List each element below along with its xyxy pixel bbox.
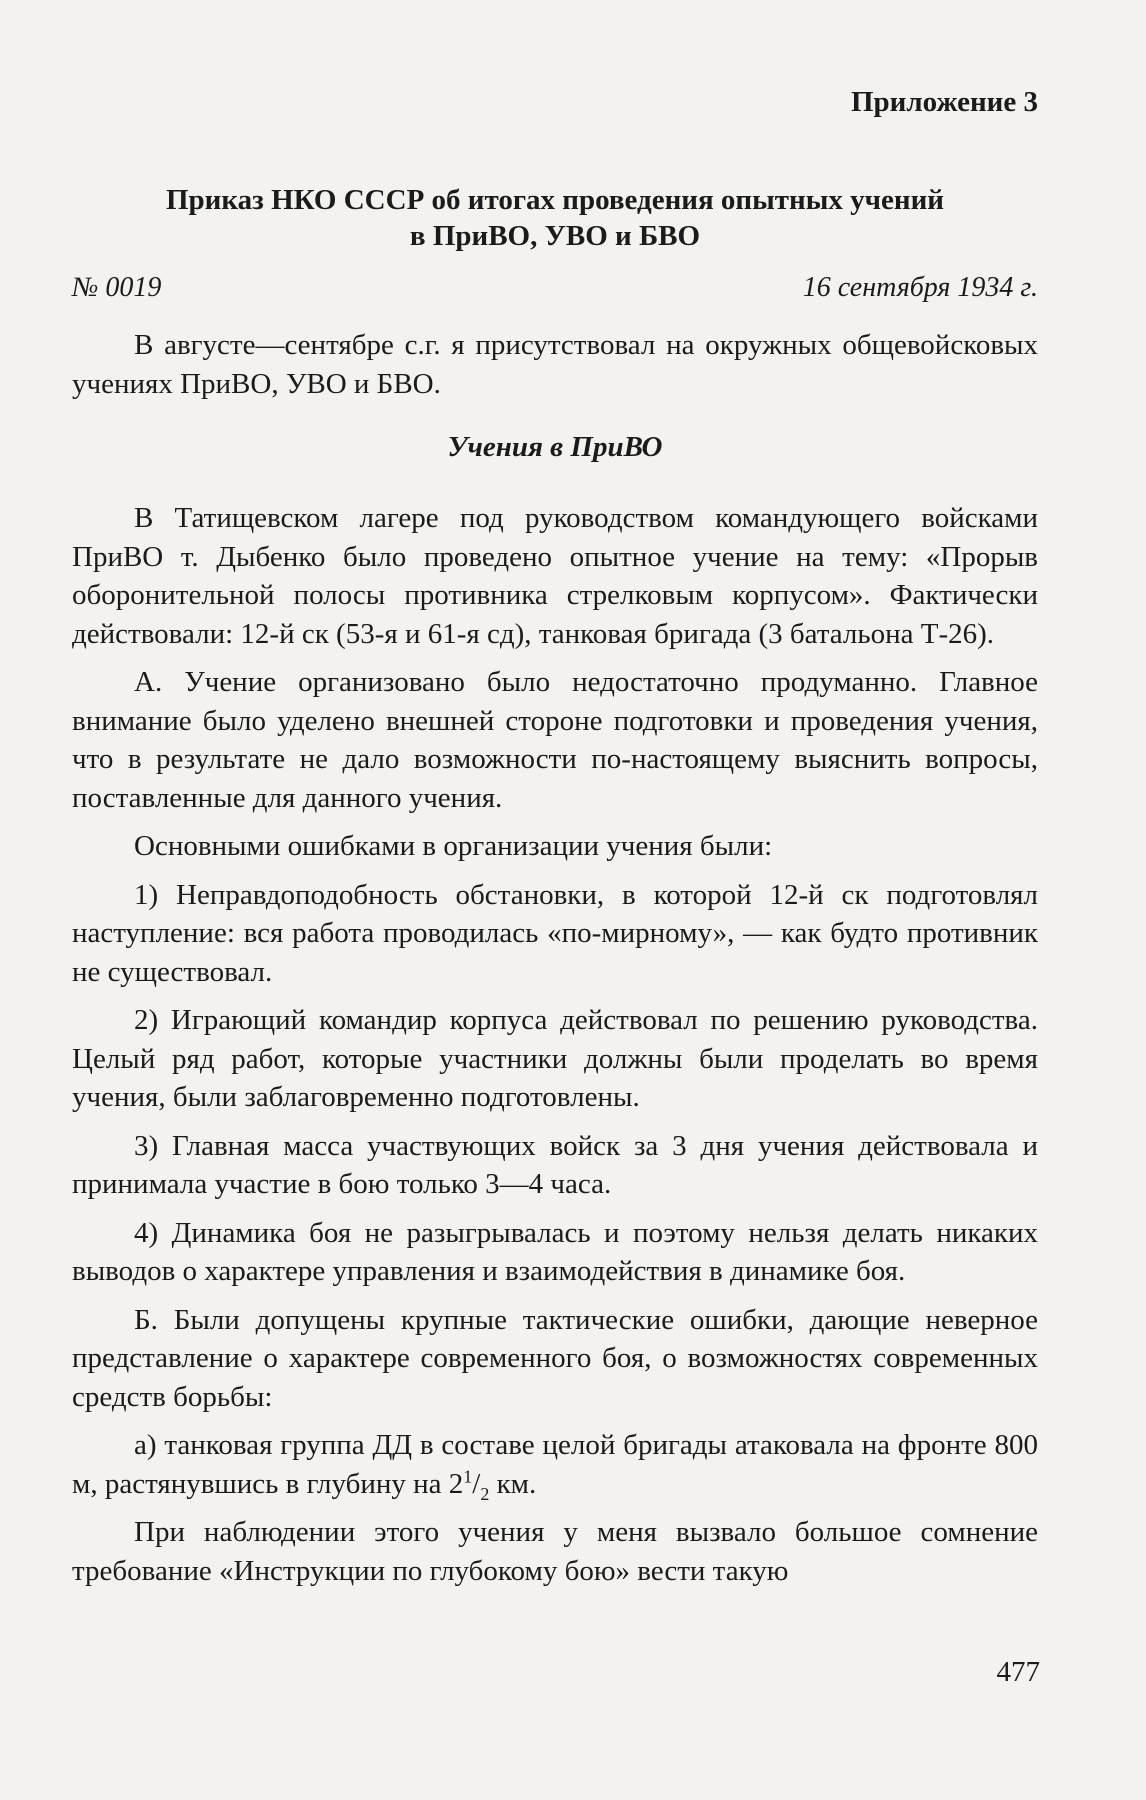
body-paragraph-2: А. Учение организовано было недостаточно продуманно. Главное внимание было уделено внешней стороне подготовки и проведения учения, что в результате не дало возможности по-настоящему выяснить вопросы, поставленные для данного учения. bbox=[72, 666, 1038, 814]
section-heading: Учения в ПриВО bbox=[447, 431, 663, 463]
closing-paragraph: При наблюдении этого учения у меня вызвало большое сомнение требование «Инструкции по глубокому бою» вести такую bbox=[72, 1516, 1038, 1587]
list-item-1: 1) Неправдоподобность обстановки, в которой 12-й ск подготовлял наступление: вся работа проводилась «по-мирному», — как будто противник не существовал. bbox=[72, 878, 1038, 988]
order-title-line-1: Приказ НКО СССР об итогах проведения опытных учений bbox=[166, 184, 944, 216]
list-item-3: 3) Главная масса участвующих войск за 3 дня учения действовала и принимала участие в бою только 3—4 часа. bbox=[72, 1129, 1038, 1200]
order-title-line-2: в ПриВО, УВО и БВО bbox=[409, 220, 701, 252]
order-meta bbox=[72, 268, 1038, 308]
order-title bbox=[72, 182, 1038, 254]
list-item-2: 2) Играющий командир корпуса действовал по решению руководства. Целый ряд работ, которые участники должны были проделать во время учения, были заблаговременно подготовлены. bbox=[72, 1004, 1038, 1113]
fraction-denominator: 2 bbox=[480, 1483, 490, 1504]
list-item-4: 4) Динамика боя не разыгрывалась и поэтому нельзя делать никаких выводов о характере управления и взаимодействия в динамике боя. bbox=[72, 1216, 1038, 1287]
order-date: 16 сентября 1934 г. bbox=[802, 272, 1038, 303]
tank-item-text: а) танковая группа ДД в составе целой бригады атаковала на фронте 800 м, растянувшись в глубину на 2 bbox=[72, 1429, 1038, 1500]
body-paragraph-b: Б. Были допущены крупные тактические ошибки, дающие неверное представление о характере современного боя, о возможностях современных средств борьбы: bbox=[72, 1303, 1038, 1413]
tank-group-item bbox=[72, 1426, 1038, 1503]
intro-paragraph: В августе—сентябре с.г. я присутствовал на окружных общевойсковых учениях ПриВО, УВО и БВО. bbox=[72, 329, 1038, 400]
body-paragraph-3: Основными ошибками в организации учения были: bbox=[134, 830, 773, 862]
appendix-label: Приложение 3 bbox=[851, 86, 1038, 118]
document-page bbox=[72, 82, 1038, 1590]
page-number: 477 bbox=[996, 1656, 1040, 1688]
body-paragraph-1: В Татищевском лагере под руководством командующего войсками ПриВО т. Дыбенко было проведено опытное учение на тему: «Прорыв оборонительной полосы противника стрелковым корпусом». Фактически действовали: 12-й ск (53-я и 61-я сд), танковая бригада (3 батальона Т-26). bbox=[72, 502, 1038, 650]
fraction-slash: / bbox=[472, 1467, 481, 1500]
fraction-numerator: 1 bbox=[463, 1465, 473, 1486]
order-number: № 0019 bbox=[72, 272, 162, 303]
tank-item-unit: км. bbox=[489, 1467, 537, 1500]
